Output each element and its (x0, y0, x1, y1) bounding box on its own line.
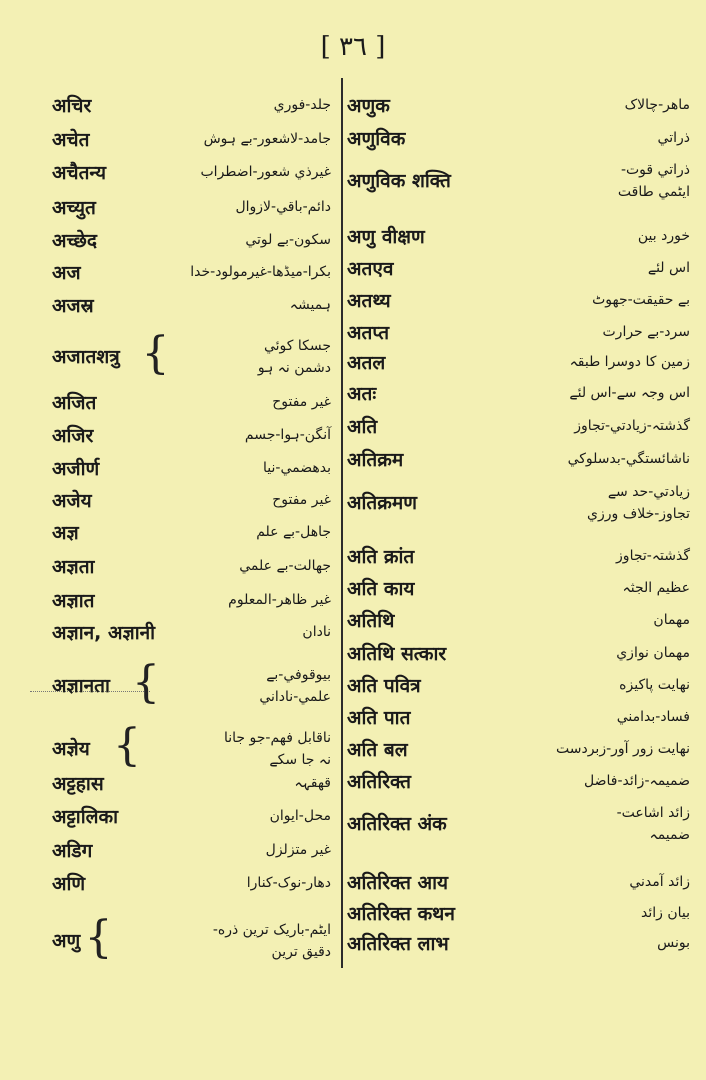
definition (259, 665, 331, 708)
definition (584, 771, 690, 793)
definition-line: آنگن-ہوا-جسم (244, 427, 331, 443)
definition-line: جامد-لاشعور-بے ہوش (203, 131, 331, 147)
headword: अतिरिक्त अंक (347, 813, 447, 835)
headword: अति (347, 416, 378, 438)
definition (616, 546, 690, 568)
definition (204, 129, 331, 151)
definition (629, 872, 690, 894)
definition (263, 458, 331, 480)
definition-line: سرد-بے حرارت (602, 324, 690, 340)
headword: अणु वीक्षण (347, 226, 425, 248)
definition (618, 160, 690, 203)
headword: अतिथि सत्कार (347, 643, 447, 665)
definition (592, 290, 690, 312)
headword: अचिर (52, 95, 92, 117)
definition (648, 258, 690, 280)
definition-line: خورد بين (637, 228, 690, 244)
definition-line: ناقابل فهم-جو جانا (223, 730, 331, 746)
definition (290, 295, 331, 317)
headword: अतिथि (347, 610, 395, 632)
headword: अतएव (347, 258, 394, 280)
headword: अडिग (52, 840, 93, 862)
definition (274, 95, 331, 117)
headword: अजित (52, 392, 97, 414)
definition (568, 449, 690, 471)
definition (224, 728, 331, 771)
definition (653, 610, 690, 632)
definition-line: عظيم الجثہ (622, 580, 690, 596)
definition (641, 903, 690, 925)
definition-line: نهايت زور آور-زبردست (556, 741, 690, 757)
column-divider (341, 78, 343, 968)
definition-line: ہميشہ (289, 297, 331, 313)
headword: अतिक्रमण (347, 492, 417, 514)
definition-line: نهايت پاکيزه (619, 677, 690, 693)
definition (266, 840, 331, 862)
headword: अणुविक शक्ति (347, 170, 451, 192)
definition-line: بيان زائد (640, 905, 690, 921)
definition-line: غيرذي شعور-اضطراب (200, 164, 331, 180)
definition (247, 873, 331, 895)
definition-line: سکون-بے لوتي (245, 232, 331, 248)
headword: अणु (52, 930, 81, 952)
definition (658, 128, 690, 150)
headword: अज्ञ (52, 522, 79, 544)
definition-line: دائم-باقي-لازوال (235, 199, 331, 215)
headword: अजातशत्रु (52, 346, 120, 368)
headword: अचैतन्य (52, 162, 107, 184)
headword: अचेत (52, 129, 90, 151)
definition-line: جلد-فوري (273, 97, 331, 113)
definition-line: بے حقيقت-جهوٹ (592, 292, 690, 308)
definition-line: نہ جا سکے (269, 751, 331, 768)
definition-line: غير ظاهر-المعلوم (228, 592, 331, 608)
definition (294, 773, 331, 795)
definition-line: بونس (657, 935, 690, 951)
definition (213, 920, 331, 963)
definition (228, 590, 331, 612)
definition-line: دقيق ترين (271, 943, 331, 960)
headword: अतथ्य (347, 290, 391, 312)
definition (245, 425, 331, 447)
definition-line: جسکا کوئي (263, 338, 331, 354)
definition (625, 95, 690, 117)
headword: अतप्त (347, 322, 390, 344)
definition-line: محل-ايوان (269, 808, 331, 824)
brace-glyph: { (141, 328, 170, 379)
headword: अट्टहास (52, 773, 104, 795)
definition (623, 578, 690, 600)
headword: अतिक्रम (347, 449, 404, 471)
brace-glyph: { (113, 720, 141, 771)
definition (616, 643, 690, 665)
definition (569, 383, 690, 405)
definition-line: اس وجہ سے-اس لئے (569, 385, 690, 401)
definition (245, 230, 331, 252)
definition (235, 197, 331, 219)
definition-line: ماهر-چالاک (624, 97, 690, 113)
definition-line: زائد آمدني (629, 874, 690, 890)
definition (638, 226, 690, 248)
definition-line: زيادتي-حد سے (607, 484, 690, 500)
headword: अज्ञेय (52, 738, 90, 760)
headword: अतल (347, 352, 386, 374)
headword: अज्ञात (52, 590, 95, 612)
definition-line: غير مفتوح (272, 492, 331, 508)
definition (574, 416, 690, 438)
headword: अति पात (347, 707, 411, 729)
headword: अज (52, 262, 81, 284)
headword: अणुविक (347, 128, 406, 150)
headword: अजिर (52, 425, 94, 447)
definition-line: ايٹمي طاقت (617, 183, 690, 200)
definition-line: نادان (302, 624, 331, 640)
headword: अच्युत (52, 197, 96, 219)
headword: अज्ञान, अज्ञानी (52, 622, 156, 644)
definition-line: علمي-ناداني (259, 688, 331, 705)
definition-line: فساد-بدامني (616, 709, 690, 725)
headword: अति काय (347, 578, 415, 600)
definition-line: زائد اشاعت- (616, 805, 690, 821)
headword: अज्ञता (52, 556, 95, 578)
headword: अट्टालिका (52, 806, 119, 828)
definition (603, 322, 691, 344)
definition-line: بدهضمي-نيا (263, 460, 331, 476)
definition (270, 806, 331, 828)
headword: अतिरिक्त लाभ (347, 933, 449, 955)
headword: अजीर्ण (52, 458, 100, 480)
definition (256, 522, 331, 544)
headword: अतः (347, 383, 377, 405)
definition-line: گذشتہ-تجاوز (616, 548, 690, 564)
definition-line: ضميمہ-زائد-فاضل (584, 773, 690, 789)
definition-line: زمين کا دوسرا طبقہ (569, 354, 690, 370)
definition-line: قهقہہ (294, 775, 331, 791)
headword: अणि (52, 873, 86, 895)
definition-line: غير متزلزل (265, 842, 331, 858)
headword: अतिरिक्त आय (347, 872, 449, 894)
headword: अच्छेद (52, 230, 97, 252)
definition (272, 392, 331, 414)
definition (617, 707, 690, 729)
definition-line: بيوقوفي-بے (266, 667, 331, 683)
headword: अति बल (347, 739, 408, 761)
definition-line: جهالت-بے علمي (239, 558, 331, 574)
definition-line: دشمن نہ ہو (257, 359, 331, 376)
headword: अतिरिक्त (347, 771, 411, 793)
definition (556, 739, 690, 761)
definition (239, 556, 331, 578)
headword: अतिरिक्त कथन (347, 903, 455, 925)
brace-glyph: { (84, 912, 113, 963)
definition (657, 933, 690, 955)
definition-line: بکرا-ميڈھا-غيرمولود-خدا (190, 264, 331, 280)
definition-line: مهمان (653, 612, 690, 628)
definition (617, 803, 690, 846)
definition-line: ناشائستگي-بدسلوکي (567, 451, 690, 467)
brace-glyph: { (132, 657, 160, 708)
definition (190, 262, 331, 284)
definition (302, 622, 331, 644)
definition-line: تجاوز-خلاف ورزي (587, 505, 690, 522)
definition (201, 162, 332, 184)
headword: अति क्रांत (347, 546, 415, 568)
definition-line: جاھل-بے علم (256, 524, 331, 540)
definition (258, 336, 331, 379)
definition-line: ضميمہ (649, 826, 690, 843)
headword: अति पवित्र (347, 675, 421, 697)
definition-line: ذراتي قوت- (620, 162, 690, 178)
headword: अजेय (52, 490, 92, 512)
definition (570, 352, 690, 374)
definition-line: غير مفتوح (272, 394, 331, 410)
definition (619, 675, 690, 697)
page-number: [ ٣٦ ] (320, 32, 386, 62)
definition-line: دهار-نوک-کنارا (246, 875, 331, 891)
definition-line: مهمان نوازي (616, 645, 690, 661)
definition-line: اس لئے (647, 260, 690, 276)
definition-line: ايٹم-باريک ترين ذره- (212, 922, 331, 938)
headword: अजस्र (52, 295, 94, 317)
definition-line: ذراتي (657, 130, 690, 146)
definition-line: گذشتہ-زيادتي-تجاوز (574, 418, 690, 434)
headword: अज्ञानता (52, 675, 110, 697)
headword: अणुक (347, 95, 390, 117)
definition (272, 490, 331, 512)
definition (587, 482, 690, 525)
